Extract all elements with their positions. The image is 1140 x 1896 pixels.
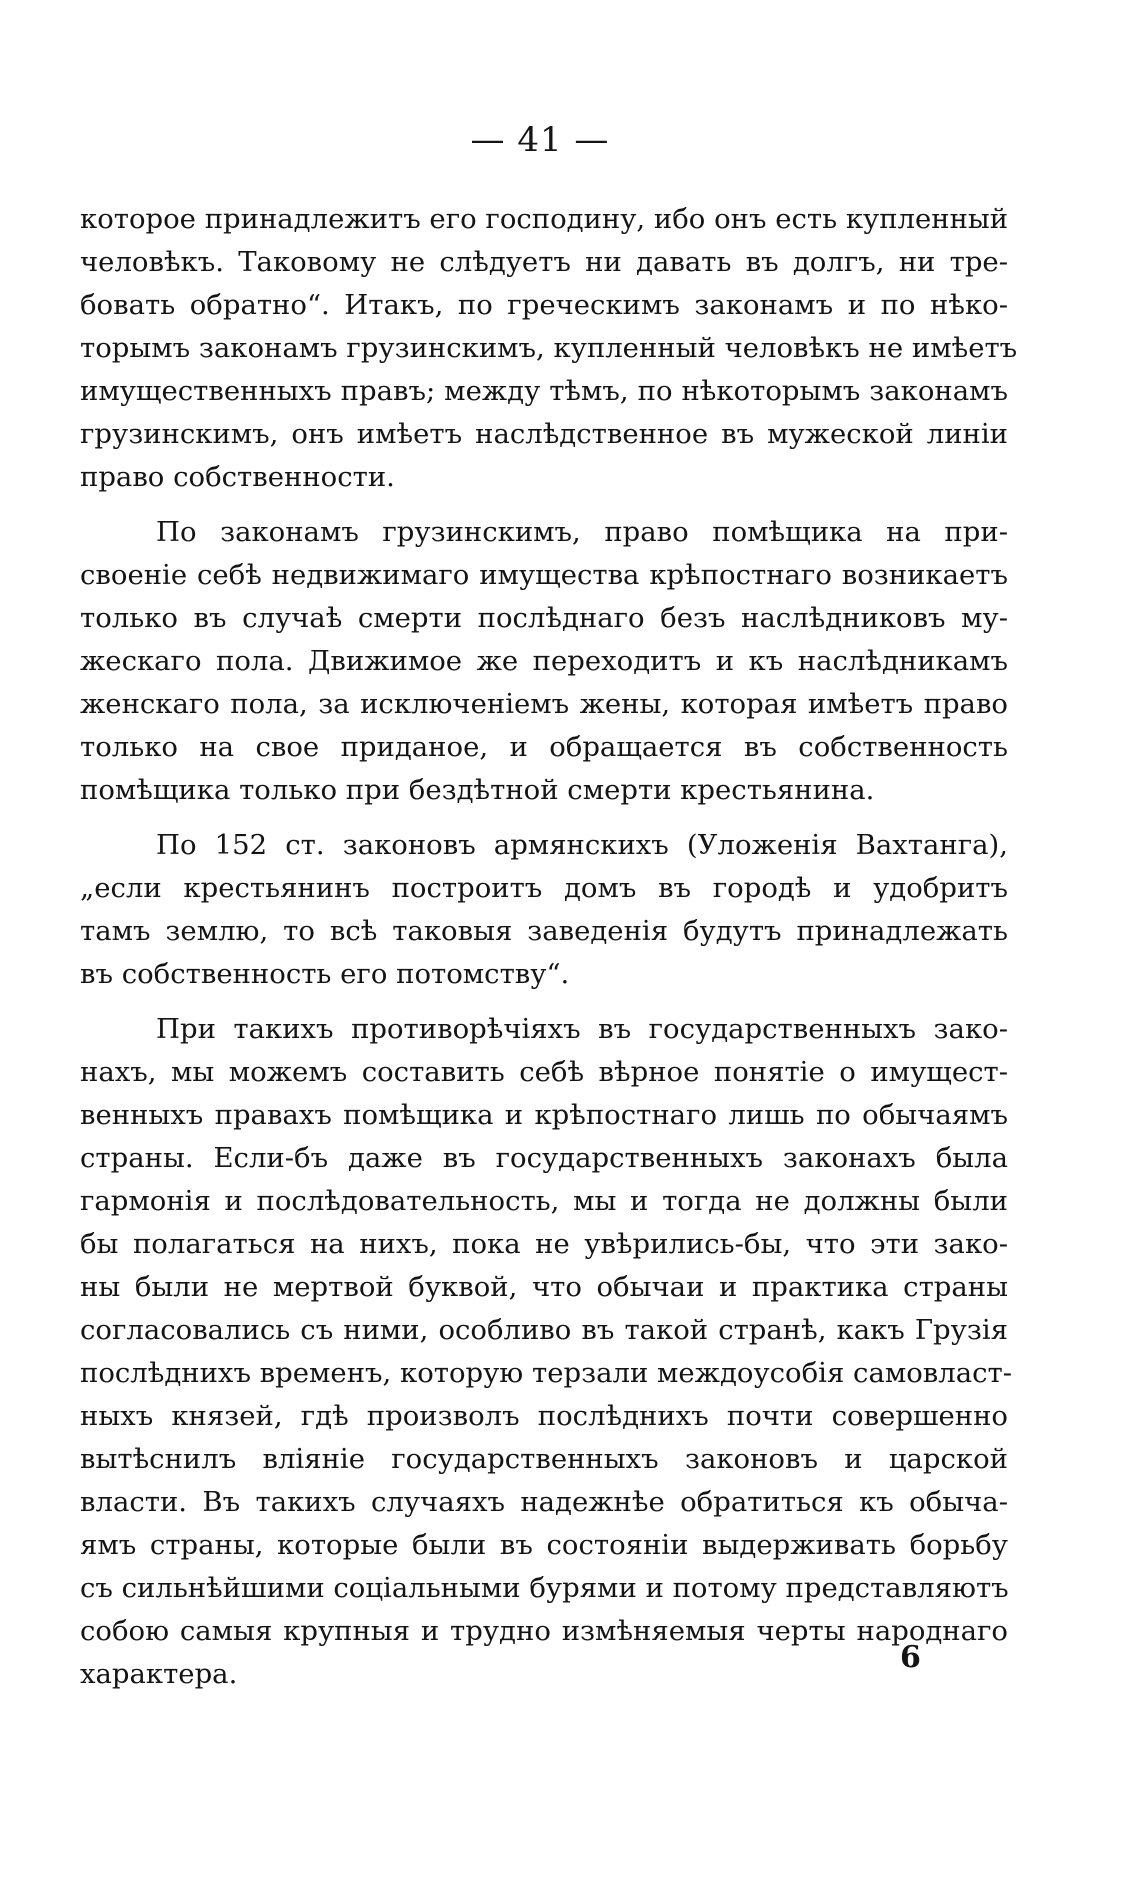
text-line: бовать обратно“. Итакъ, по греческимъ законамъ и по нѣко- <box>80 289 1008 321</box>
text-line: женскаго пола, за исключеніемъ жены, которая имѣетъ право <box>80 688 1008 720</box>
text-line: власти. Въ такихъ случаяхъ надежнѣе обратиться къ обыча- <box>80 1486 1008 1518</box>
text-line: въ собственность его потомству“. <box>80 958 570 990</box>
text-line: венныхъ правахъ помѣщика и крѣпостнаго лишь по обычаямъ <box>80 1099 1008 1131</box>
text-line: ямъ страны, которые были въ состояніи выдерживать борьбу <box>80 1529 1008 1561</box>
text-line: жескаго пола. Движимое же переходитъ и къ наслѣдникамъ <box>80 645 1008 677</box>
text-line: „если крестьянинъ построитъ домъ въ городѣ и удобритъ <box>80 872 1008 904</box>
text-line: послѣднихъ временъ, которую терзали междоусобія самовласт- <box>80 1357 1013 1389</box>
text-line: тамъ землю, то всѣ таковыя заведенія будутъ принадлежать <box>80 915 1008 947</box>
text-line: право собственности. <box>80 461 395 493</box>
body-text <box>80 198 1018 1696</box>
text-line: страны. Если-бъ даже въ государственныхъ законахъ была <box>80 1142 1008 1174</box>
text-line: которое принадлежитъ его господину, ибо онъ есть купленный <box>80 203 1009 235</box>
paragraph <box>80 1008 1013 1696</box>
text-line: бы полагаться на нихъ, пока не увѣрились-бы, что эти зако- <box>80 1228 1008 1260</box>
text-line: торымъ законамъ грузинскимъ, купленный человѣкъ не имѣетъ <box>80 332 1018 364</box>
text-line: ныхъ князей, гдѣ произволъ послѣднихъ почти совершенно <box>80 1400 1008 1432</box>
text-line: собою самыя крупныя и трудно измѣняемыя черты народнаго <box>80 1615 1008 1647</box>
text-line: ны были не мертвой буквой, что обычаи и практика страны <box>80 1271 1008 1303</box>
text-line: согласовались съ ними, особливо въ такой странѣ, какъ Грузія <box>80 1314 1008 1346</box>
text-line: гармонія и послѣдовательность, мы и тогда не должны были <box>80 1185 1008 1217</box>
text-line: вытѣснилъ вліяніе государственныхъ законовъ и царской <box>80 1443 1008 1475</box>
text-line: человѣкъ. Таковому не слѣдуетъ ни давать въ долгъ, ни тре- <box>80 246 1008 278</box>
paragraph-gap <box>80 812 1008 824</box>
text-line: своеніе себѣ недвижимаго имущества крѣпостнаго возникаетъ <box>80 559 1008 591</box>
text-line: имущественныхъ правъ; между тѣмъ, по нѣкоторымъ законамъ <box>80 375 1008 407</box>
signature-mark: 6 <box>900 1640 921 1675</box>
text-line: характера. <box>80 1658 238 1690</box>
page-number: — 41 — <box>470 120 610 160</box>
paragraph <box>80 198 1018 499</box>
text-line: По 152 ст. законовъ армянскихъ (Уложенія Вахтанга), <box>156 829 1008 861</box>
text-line: помѣщика только при бездѣтной смерти крестьянина. <box>80 774 875 806</box>
paragraph <box>80 511 1008 812</box>
paragraph-gap <box>80 499 1008 511</box>
text-line: только въ случаѣ смерти послѣднаго безъ наслѣдниковъ му- <box>80 602 1008 634</box>
text-line: По законамъ грузинскимъ, право помѣщика на при- <box>156 516 1008 548</box>
paragraph <box>80 824 1008 996</box>
text-line: грузинскимъ, онъ имѣетъ наслѣдственное въ мужеской линіи <box>80 418 1008 450</box>
text-line: съ сильнѣйшими соціальными бурями и потому представляютъ <box>80 1572 1009 1604</box>
text-line: При такихъ противорѣчіяхъ въ государственныхъ зако- <box>156 1013 1008 1045</box>
text-line: нахъ, мы можемъ составить себѣ вѣрное понятіе о имущест- <box>80 1056 1008 1088</box>
text-line: только на свое приданое, и обращается въ собственность <box>80 731 1008 763</box>
paragraph-gap <box>80 996 1008 1008</box>
